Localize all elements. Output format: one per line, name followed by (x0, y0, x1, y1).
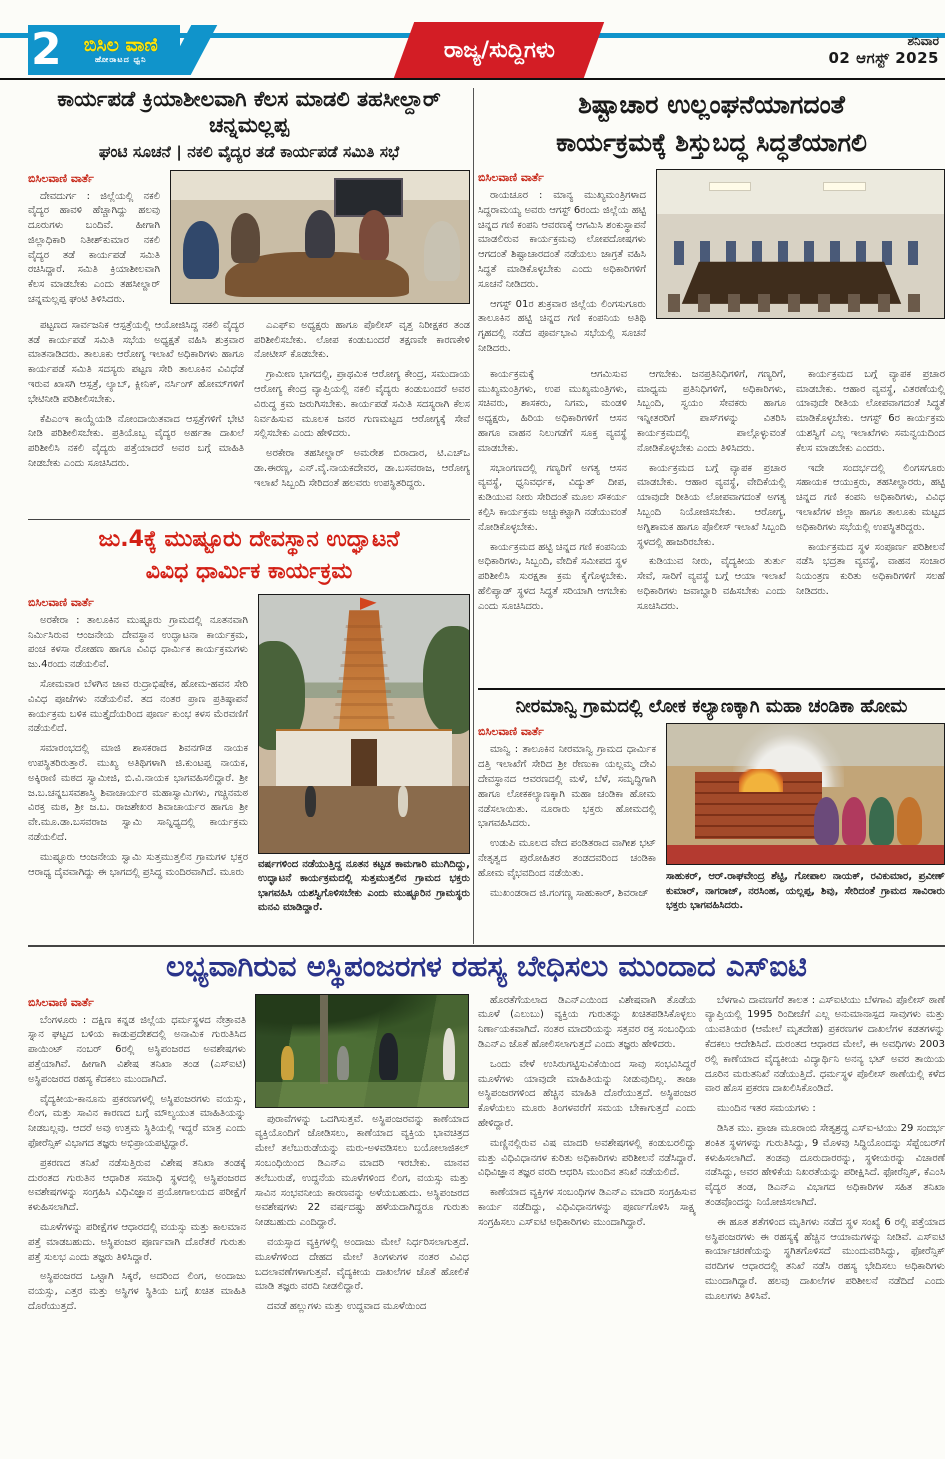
photo-person (842, 797, 867, 845)
bottom-section-rule (28, 945, 945, 947)
byline: ಬಿಸಿಲವಾಣಿ ವಾರ್ತೆ (28, 595, 94, 609)
protocol-meeting-photo (656, 169, 945, 319)
left-section-rule (28, 519, 470, 520)
photo-person (869, 797, 894, 845)
body-paragraph: ಡಿಸಿತ ಮು. ಪ್ರಾಜಾ ಮೂರಾಂಬಿ ಸೇತೃಶ್ರದ್ಧ ಎಸ್‌ಐ-ಟಿಯು 29 ಸಂದರ್ಭ ಶಂಕಿತ ಸ್ಥಳಗಳನ್ನು ಗುರುತಿಸಿದ್ದು, 9 ಮೊಳವು ಸಿದ್ಧಿಯೊಂದನ್ನು ಸೆಪ್ಟೆಂಬರ್‌ಗೆ ಕಳುಹಿಸಲಾಗಿದೆ. ತಂಡವು ದೂರುದಾರರನ್ನು, ಸ್ಥಳೀಯರನ್ನು ವಿಚಾರಣೆ ನಡೆಸಿದ್ದು, ಅವರ ಹೇಳಿಕೆಯ ನಿಖರತೆಯನ್ನು ಪರೀಕ್ಷಿಸಿದೆ. ಫೋರೆನ್ಸಿಕ್, ಕೆಎಂಸಿ ವೈದ್ಯರ ತಂಡ, ಡಿಎನ್‌ಎ ವಿಭಾಗದ ಅಧಿಕಾರಿಗಳ ಸಹಿತ ತನಿಖಾ ತಂಡವೊಂದನ್ನು ನಿಯೋಜಿಸಲಾಗಿದೆ. (705, 1123, 945, 1209)
byline: ಬಿಸಿಲವಾಣಿ ವಾರ್ತೆ (28, 995, 94, 1009)
photo-person (231, 213, 261, 263)
photo-tree (423, 626, 470, 734)
body-paragraph: ಅಸ್ಥಿಪಂಜರದ ಒಟ್ಟಾಗಿ ಸಿಕ್ಕರೆ, ಅದರಿಂದ ಲಿಂಗ, ಅಂದಾಜು ವಯಸ್ಸು, ಎತ್ತರ ಮತ್ತು ಅಸ್ಥಿಗಳ ಸ್ಥಿತಿಯ ಬಗ್ಗೆ ಖಚಿತ ಮಾಹಿತಿ ದೊರೆಯುತ್ತದೆ. (28, 1271, 246, 1313)
body-paragraph: ಕಾರ್ಯಕ್ರಮಕ್ಕೆ ಆಗಮಿಸುವ ಮುಖ್ಯಮಂತ್ರಿಗಳು, ಉಪ ಮುಖ್ಯಮಂತ್ರಿಗಳು, ಸಚಿವರು, ಶಾಸಕರು, ನಿಗಮ, ಮಂಡಳಿ ಅಧ್ಯಕ್ಷರು, ಹಿರಿಯ ಅಧಿಕಾರಿಗಳಿಗೆ ಆಸನ ಹಾಗೂ ವಾಹನ ನಿಲುಗಡೆಗೆ ಸೂಕ್ತ ವ್ಯವಸ್ಥೆ ಮಾಡಬೇಕು. (478, 368, 627, 454)
article-taskforce-intro (28, 190, 160, 308)
body-paragraph: ಮುಖಂಡರಾದ ಜಿ.ಗಂಗಣ್ಣ ಸಾಹುಕಾರ್, ಶಿವರಾಜ್ (490, 887, 649, 899)
photo-grass (256, 1082, 468, 1107)
article-sit-col3 (478, 994, 696, 1320)
body-paragraph: ರಾಯಚೂರ : ಮಾನ್ಯ ಮುಖ್ಯಮಂತ್ರಿಗಳಾದ ಸಿದ್ದರಾಮಯ್ಯ ಅವರು ಆಗಸ್ಟ್ 6ರಂದು ಜಿಲ್ಲೆಯ ಹಟ್ಟಿ ಚಿನ್ನದ ಗಣಿ ಕಂಪನಿ ಆವರಣಕ್ಕೆ ಆಗಮಿಸಿ ಶಂಕುಸ್ಥಾಪನೆ ಮಾಡಲಿರುವ ಕಾರ್ಯಕ್ರಮವು ಲೋಪದೋಷಗಳು ಆಗದಂತೆ ಶಿಷ್ಟಾಚಾರದಂತೆ ನಡೆಯಲು ಜಾಗ್ರತೆ ವಹಿಸಿ ಸಿದ್ಧತೆ ಮಾಡಿಕೊಳ್ಳಬೇಕು ಎಂದು ಅಧಿಕಾರಿಗಳಿಗೆ ಸೂಚನೆ ನೀಡಿದರು. (478, 190, 646, 290)
photo-person (337, 1046, 350, 1080)
photo-carpet (667, 845, 944, 865)
body-paragraph: ಪುರಾವೆಗಳನ್ನು ಒದಗಿಸುತ್ತವೆ. ಅಸ್ಥಿಪಂಜರವನ್ನು ಕಾಣೆಯಾದ ವ್ಯಕ್ತಿಯೊಂದಿಗೆ ಜೋಡಿಸಲು, ಕಾಣೆಯಾದ ವ್ಯಕ್ತಿಯ ಭಾವಚಿತ್ರದ ಮೇಲೆ ತಲೆಬುರುಡೆಯನ್ನು ಮರು-ಅಳವಡಿಸಲು ಬಯೋಲಾಜಿಕಲ್ ಸಂಬಂಧಿಯಿಂದ ಡಿಎನ್‌ಎ ಮಾದರಿ ಇರಬೇಕು. ಮಾನವ ತಲೆಬುರುಡೆ, ಉದ್ದನೆಯ ಮೂಳೆಗಳಿಂದ ಲಿಂಗ, ವಯಸ್ಸು ಮತ್ತು ಸಾವಿನ ಸಂಭವನೀಯ ಕಾರಣವನ್ನು ಅಳೆಯಬಹುದು. ಅಸ್ಥಿಪಂಜರದ ಅವಶೇಷಗಳು 22 ವರ್ಷದಷ್ಟು ಹಳೆಯದಾಗಿದ್ದರೂ ಗುರುತು ನೀಡಬಹುದು ಎಂದಿದ್ದಾರೆ. (255, 1113, 469, 1229)
photo-people-row (668, 294, 932, 312)
temple-photo-caption: ವರ್ಷಗಳಿಂದ ನಡೆಯುತ್ತಿದ್ದ ನೂತನ ಕಟ್ಟಡ ಕಾಮಗಾರಿ ಮುಗಿದಿದ್ದು, ಉದ್ಘಾಟನೆ ಕಾರ್ಯಕ್ರಮದಲ್ಲಿ ಸುತ್ತಮುತ್ತಲಿನ ಗ್ರಾಮದ ಭಕ್ತರು ಭಾಗವಹಿಸಿ ಯಶಸ್ವಿಗೊಳಿಸಬೇಕು ಎಂದು ಮುಷ್ಟೂರಿನ ಗ್ರಾಮಸ್ಥರು ಮನವಿ ಮಾಡಿದ್ದಾರೆ. (258, 858, 470, 914)
body-paragraph: ಮೂಳೆಗಳನ್ನು ಪರೀಕ್ಷೆಗಳ ಆಧಾರದಲ್ಲಿ ವಯಸ್ಸು ಮತ್ತು ಕಾಲಮಾನ ಪತ್ತೆ ಮಾಡಬಹುದು. ಅಸ್ಥಿಪಂಜರ ಪೂರ್ಣವಾಗಿ ದೊರೆತರೆ ಗುರುತು ಪತ್ತೆ ಸುಲಭ ಎಂದು ತಜ್ಞರು ತಿಳಿಸಿದ್ದಾರೆ. (28, 1222, 246, 1263)
weekday-label: ಶನಿವಾರ (907, 34, 939, 48)
photo-tree-trunk (320, 995, 328, 1085)
photo-person (814, 797, 839, 845)
byline: ಬಿಸಿಲವಾಣಿ ವಾರ್ತೆ (28, 171, 94, 185)
masthead-title: ಬಿಸಿಲ ವಾಣಿ (83, 33, 158, 56)
body-paragraph: ಹೊರತೆಗೆಯಲಾದ ಡಿಎನ್‌ಎಯಿಂದ ವಿಶೇಷವಾಗಿ ತೊಡೆಯ ಮೂಳೆ (ಎಲುಬು) ವ್ಯಕ್ತಿಯ ಗುರುತನ್ನು ಖಚಿತಪಡಿಸಿಕೊಳ್ಳಲು ನಿರ್ಣಾಯಕವಾಗಿದೆ. ನಂತರ ಮಾದರಿಯನ್ನು ಸತ್ತವರ ರಕ್ತ ಸಂಬಂಧಿಯ ಡಿಎನ್‌ಎ ಜೊತೆ ಹೋಲಿಸಲಾಗುತ್ತದೆ ಎಂದು ತಜ್ಞರು ಹೇಳಿದರು. (478, 994, 696, 1051)
section-tab (394, 22, 604, 78)
body-paragraph: ಉಡುಪಿ ಮೂಲದ ವೇದ ಪಂಡಿತರಾದ ವಾಗೀಶ ಭಟ್ ನೇತೃತ್ವದ ಪುರೋಹಿತರ ತಂಡದವರಿಂದ ಚಂಡಿಕಾ ಹೋಮ ವೈಭವದಿಂದ ನಡೆಯಿತು. (478, 838, 656, 879)
photo-ground (259, 786, 469, 853)
body-paragraph: ಕಾಣೆಯಾದ ವ್ಯಕ್ತಿಗಳ ಸಂಬಂಧಿಗಳ ಡಿಎನ್‌ಎ ಮಾದರಿ ಸಂಗ್ರಹಿಸುವ ಕಾರ್ಯ ನಡೆದಿದ್ದು, ವಿಧಿವಿಧಾನಗಳನ್ನು ಪೂರ್ಣಗೊಳಿಸಿ ಸಾಕ್ಷ್ಯ ಸಂಗ್ರಹಿಸಲು ಎಸ್‌ಐಟಿ ಅಧಿಕಾರಿಗಳು ಮುಂದಾಗಿದ್ದಾರೆ. (478, 1187, 696, 1228)
body-paragraph: ಸೋಮವಾರ ಬೆಳಗಿನ ಜಾವ ರುದ್ರಾಭಿಷೇಕ, ಹೋಮ-ಹವನ ಸೇರಿ ವಿವಿಧ ಪೂಜೆಗಳು ನಡೆಯಲಿವೆ. ತದ ನಂತರ ಪ್ರಾಣ ಪ್ರತಿಷ್ಠಾಪನೆ ಕಾರ್ಯಕ್ರಮ ಬಳಿಕ ಮುತ್ತೈದೆಯರಿಂದ ಪೂರ್ಣ ಕುಂಭ ಕಳಸ ಮೆರವಣಿಗೆ ನಡೆಯಲಿದೆ. (28, 678, 248, 735)
body-paragraph: ಮಣ್ಣಿನಲ್ಲಿರುವ ವಿಷ ಮಾದರಿ ಅವಶೇಷಗಳಲ್ಲಿ ಕಂಡುಬರಲಿದ್ದು ಮತ್ತು ವಿಧಿವಿಧಾನಗಳ ಕುರಿತು ಅಧಿಕಾರಿಗಳು ಪರಿಶೀಲನೆ ನಡೆಸಿದ್ದಾರೆ. ವಿಧಿವಿಜ್ಞಾನ ತಜ್ಞರ ವರದಿ ಆಧರಿಸಿ ಮುಂದಿನ ತನಿಖೆ ನಡೆಯಲಿದೆ. (478, 1137, 696, 1179)
article-temple (28, 524, 470, 944)
section-title: ರಾಜ್ಯ/ಸುದ್ದಿಗಳು (443, 37, 555, 63)
body-paragraph: ಕುಡಿಯುವ ನೀರು, ವೈದ್ಯಕೀಯ ತುರ್ತು ಸೇವೆ, ಸಾರಿಗೆ ವ್ಯವಸ್ಥೆ ಬಗ್ಗೆ ಆಯಾ ಇಲಾಖೆ ಅಧಿಕಾರಿಗಳು ಜವಾಬ್ದಾರಿ ವಹಿಸಬೇಕು ಎಂದು ಸೂಚಿಸಿದರು. (637, 556, 786, 612)
article-homa-col (478, 743, 656, 901)
body-paragraph: ದವಡೆ ಹಲ್ಲುಗಳು ಮತ್ತು ಉದ್ದವಾದ ಮೂಳೆಯಿಂದ (267, 1301, 427, 1313)
body-paragraph: ಪ್ರಕರಣದ ತನಿಖೆ ನಡೆಸುತ್ತಿರುವ ವಿಶೇಷ ತನಿಖಾ ತಂಡಕ್ಕೆ ದುರಂತದ ಗುರುತಿನ ಆಧಾರಿತ ಸಮಾಧಿ ಸ್ಥಳದಲ್ಲಿ ಅಸ್ಥಿಪಂಜರದ ಅವಶೇಷಗಳನ್ನು ಸಂಗ್ರಹಿಸಿ ವಿಧಿವಿಜ್ಞಾನ ಪ್ರಯೋಗಾಲಯದ ಪರೀಕ್ಷೆಗೆ ಕಳುಹಿಸಲಾಗಿದೆ. (28, 1157, 246, 1214)
body-paragraph: ಇದೇ ಸಂದರ್ಭದಲ್ಲಿ ಲಿಂಗಸಗೂರು ಸಹಾಯಕ ಆಯುಕ್ತರು, ತಹಸೀಲ್ದಾರರು, ಹಟ್ಟಿ ಚಿನ್ನದ ಗಣಿ ಕಂಪನಿ ಅಧಿಕಾರಿಗಳು, ವಿವಿಧ ಇಲಾಖೆಗಳ ಜಿಲ್ಲಾ ಹಾಗೂ ತಾಲೂಕು ಮಟ್ಟದ ಅಧಿಕಾರಿಗಳು ಸಭೆಯಲ್ಲಿ ಉಪಸ್ಥಿತರಿದ್ದರು. (796, 462, 945, 533)
body-paragraph: ಪಟ್ಟಣದ ಸಾರ್ವಜನಿಕ ಆಸ್ಪತ್ರೆಯಲ್ಲಿ ಆಯೋಜಿಸಿದ್ದ ನಕಲಿ ವೈದ್ಯರ ತಡೆ ಕಾರ್ಯಪಡೆ ಸಮಿತಿ ಸಭೆಯ ಅಧ್ಯಕ್ಷತೆ ವಹಿಸಿ ಶುಕ್ರವಾರ ಮಾತನಾಡಿದರು. ತಾಲೂಕು ಆರೋಗ್ಯ ಇಲಾಖೆ ಅಧಿಕಾರಿಗಳು ಹಾಗೂ ಕಾರ್ಯಪಡೆ ಸಮಿತಿ ಸದಸ್ಯರು ಪಟ್ಟಣ ಸೇರಿ ತಾಲೂಕಿನ ವಿವಿಧೆಡೆ ಇರುವ ಖಾಸಗಿ ಆಸ್ಪತ್ರೆ, ಲ್ಯಾಬ್, ಕ್ಲೀನಿಕ್, ನರ್ಸಿಂಗ್ ಹೋಮ್‌ಗಳಿಗೆ ಭೇಟಿನೀಡಿ ಪರಿಶೀಲಿಸಬೇಕು. (28, 319, 244, 405)
photo-person (305, 786, 316, 817)
photo-temple-door (351, 739, 376, 785)
body-paragraph: ಎಎಫ್‌ಐ ಅಧ್ಯಕ್ಷರು ಹಾಗೂ ಪೊಲೀಸ್ ವೃತ್ತ ನಿರೀಕ್ಷಕರ ತಂಡ ಪರಿಶೀಲಿಸಬೇಕು. ಲೋಪ ಕಂಡುಬಂದರೆ ತಕ್ಷಣವೇ ಕಾರಣಕೇಳಿ ನೋಟೀಸ್ ಕೊಡಬೇಕು. (254, 319, 470, 361)
header-rule (0, 78, 945, 80)
article-homa-headline: ನೀರಮಾನ್ವಿ ಗ್ರಾಮದಲ್ಲಿ ಲೋಕ ಕಲ್ಯಾಣಕ್ಕಾಗಿ ಮಹಾ ಚಂಡಿಕಾ ಹೋಮ (478, 688, 945, 718)
taskforce-meeting-photo (170, 170, 470, 304)
date-label: 02 ಆಗಸ್ಟ್ 2025 (828, 49, 939, 67)
article-protocol-headline: ಶಿಷ್ಟಾಚಾರ ಉಲ್ಲಂಘನೆಯಾಗದಂತೆ ಕಾರ್ಯಕ್ರಮಕ್ಕೆ ಶಿಸ್ತುಬದ್ಧ ಸಿದ್ಧತೆಯಾಗಲಿ (556, 90, 867, 157)
article-taskforce-col-b (254, 319, 470, 497)
temple-photo (258, 594, 470, 854)
photo-tower-detail (322, 615, 406, 729)
page-number: 2 (31, 24, 62, 75)
photo-person (183, 221, 219, 279)
photo-person (379, 1033, 398, 1080)
body-paragraph: ಸಮಾರಂಭದಲ್ಲಿ ಮಾಜಿ ಶಾಸಕರಾದ ಶಿವನಗೌಡ ನಾಯಕ ಉಪಸ್ಥಿತರಿರುತ್ತಾರೆ. ಮುಖ್ಯ ಅತಿಥಿಗಳಾಗಿ ಜಿ.ಕುಂಟಪ್ಪ ನಾಯಕ, ಅಕ್ಕಿರಾಣಿ ಮಠದ ಸ್ವಾಮೀಜಿ, ಬಿ.ವಿ.ನಾಯಕ ಭಾಗವಹಿಸಲಿದ್ದಾರೆ. ಶ್ರೀ ಜ.ಬ.ಚನ್ನಬಸವಶಾಸ್ತ್ರಿ ಶಿವಾಚಾರ್ಯರ ಮಹಾಸ್ವಾಮಿಗಳು, ಗಚ್ಚಿನಮಠ ವಿರಕ್ತ ಮಠ, ಶ್ರೀ ಜ.ಬ. ರಾಜಶೇಖರ ಶಿವಾಚಾರ್ಯರ ಹಾಗೂ ಶ್ರೀ ವೇ.ಮೂ.ಡಾ.ಬಸವರಾಜ ಸ್ವಾಮಿ ಸಾನ್ನಿಧ್ಯದಲ್ಲಿ ಕಾರ್ಯಕ್ರಮ ನಡೆಯಲಿದೆ. (28, 743, 248, 843)
body-paragraph: ಕಾರ್ಯಕ್ರಮದ ಬಗ್ಗೆ ವ್ಯಾಪಕ ಪ್ರಚಾರ ಮಾಡಬೇಕು. ಆಹಾರ ವ್ಯವಸ್ಥೆ, ವಿತರಣೆಯಲ್ಲಿ ಯಾವುದೇ ರೀತಿಯ ಲೋಪವಾಗದಂತೆ ಸಿದ್ಧತೆ ಮಾಡಿಕೊಳ್ಳಬೇಕು. ಆಗಸ್ಟ್ 6ರ ಕಾರ್ಯಕ್ರಮ ಯಶಸ್ವಿಗೆ ಎಲ್ಲ ಇಲಾಖೆಗಳು ಸಮನ್ವಯದಿಂದ ಕೆಲಸ ಮಾಡಬೇಕು ಎಂದರು. (796, 368, 945, 454)
body-paragraph: ಗ್ರಾಮೀಣ ಭಾಗದಲ್ಲಿ, ಪ್ರಾಥಮಿಕ ಆರೋಗ್ಯ ಕೇಂದ್ರ, ಸಮುದಾಯ ಆರೋಗ್ಯ ಕೇಂದ್ರ ವ್ಯಾಪ್ತಿಯಲ್ಲಿ ನಕಲಿ ವೈದ್ಯರು ಕಂಡುಬಂದರೆ ಅವರ ವಿರುದ್ಧ ಕ್ರಮ ಜರುಗಿಸಬೇಕು. ಕಾರ್ಯಪಡೆ ಸಮಿತಿ ಸದಸ್ಯರಾಗಿ ಕೆಲಸ ನಿರ್ವಹಿಸುವ ಮೂಲಕ ಜನರ ಗುಣಮಟ್ಟದ ಆರೋಗ್ಯಕ್ಕೆ ಸೇವೆ ಸಲ್ಲಿಸಬೇಕು ಎಂದು ಹೇಳಿದರು. (254, 369, 470, 440)
photo-canopy (256, 995, 468, 1045)
article-protocol (478, 86, 945, 684)
forest-search-photo (255, 994, 469, 1108)
article-protocol-intro (478, 189, 646, 357)
body-paragraph: ಮಾನ್ವಿ : ತಾಲೂಕಿನ ನೀರಮಾನ್ವಿ ಗ್ರಾಮದ ಧಾರ್ಮಿಕ ದತ್ತಿ ಇಲಾಖೆಗೆ ಸೇರಿದ ಶ್ರೀ ರೇಣುಕಾ ಯಲ್ಲಮ್ಮ ದೇವಿ ದೇವಸ್ಥಾನದ ಆವರಣದಲ್ಲಿ ಮಳೆ, ಬೆಳೆ, ಸಮೃದ್ಧಿಗಾಗಿ ಹಾಗೂ ಲೋಕಕಲ್ಯಾಣಕ್ಕಾಗಿ ಮಹಾ ಚಂಡಿಕಾ ಹೋಮ ನಡೆಸಲಾಯಿತು. ನೂರಾರು ಭಕ್ತರು ಹೋಮದಲ್ಲಿ ಭಾಗವಹಿಸಿದರು. (478, 744, 656, 830)
article-taskforce-subhead: ಘಂಟಿ ಸೂಚನೆ | ನಕಲಿ ವೈದ್ಯರ ತಡೆ ಕಾರ್ಯಪಡೆ ಸಮಿತಿ ಸಭೆ (98, 142, 400, 161)
article-taskforce-col-a (28, 319, 244, 497)
body-paragraph: ಸಭಾಂಗಣದಲ್ಲಿ ಗಣ್ಯರಿಗೆ ಅಗತ್ಯ ಆಸನ ವ್ಯವಸ್ಥೆ, ಧ್ವನಿವರ್ಧಕ, ವಿದ್ಯುತ್ ದೀಪ, ಕುಡಿಯುವ ನೀರು ಸೇರಿದಂತೆ ಮೂಲ ಸೌಕರ್ಯ ಕಲ್ಪಿಸಿ ಕಾರ್ಯಕ್ರಮ ಅಚ್ಚುಕಟ್ಟಾಗಿ ನಡೆಯುವಂತೆ ನೋಡಿಕೊಳ್ಳಬೇಕು. (478, 462, 627, 533)
photo-light (823, 182, 865, 191)
article-homa (478, 688, 945, 944)
masthead-tagline: ಹೋರಾಟದ ಧ್ವನಿ (95, 55, 147, 65)
article-sit-headline: ಲಭ್ಯವಾಗಿರುವ ಅಸ್ಥಿಪಂಜರಗಳ ರಹಸ್ಯ ಬೇಧಿಸಲು ಮುಂದಾದ ಎಸ್‌ಐಟಿ (166, 949, 807, 983)
photo-person (424, 221, 460, 282)
byline: ಬಿಸಿಲವಾಣಿ ವಾರ್ತೆ (478, 171, 544, 184)
body-paragraph: ಕಾರ್ಯಕ್ರಮದ ಹಟ್ಟಿ ಚಿನ್ನದ ಗಣಿ ಕಂಪನಿಯ ಅಧಿಕಾರಿಗಳು, ಸಿಬ್ಬಂದಿ, ವೇದಿಕೆ ಸಮೀಪದ ಸ್ಥಳ ಪರಿಶೀಲಿಸಿ ಸುರಕ್ಷತಾ ಕ್ರಮ ಕೈಗೊಳ್ಳಬೇಕು. ಹೆಲಿಪ್ಯಾಡ್ ಸ್ಥಳದ ಸಿದ್ಧತೆ ಸರಿಯಾಗಿ ಆಗಬೇಕು ಎಂದು ಸೂಚಿಸಿದರು. (478, 541, 627, 612)
article-taskforce-headline: ಕಾರ್ಯಪಡೆ ಕ್ರಿಯಾಶೀಲವಾಗಿ ಕೆಲಸ ಮಾಡಲಿ ತಹಸೀಲ್ದಾರ್ ಚನ್ನಮಲ್ಲಪ್ಪ (57, 87, 441, 138)
body-paragraph: ಕೆಪಿಎಂಇ ಕಾಯ್ದೆಯಡಿ ನೋಂದಾಯಿತವಾದ ಆಸ್ಪತ್ರೆಗಳಿಗೆ ಭೇಟಿ ನೀಡಿ ಪರಿಶೀಲಿಸಬೇಕು. ಪ್ರತಿಯೊಬ್ಬ ವೈದ್ಯರ ಅರ್ಹತಾ ದಾಖಲೆ ಪರಿಶೀಲಿಸಿ ನಕಲಿ ವೈದ್ಯರು ಪತ್ತೆಯಾದರೆ ಅವರ ಬಗ್ಗೆ ಮಾಹಿತಿ ನೀಡಬೇಕು ಎಂದು ಸೂಚಿಸಿದರು. (28, 413, 244, 470)
article-protocol-col-a (478, 368, 627, 620)
photo-light (709, 182, 751, 191)
article-sit-col2 (255, 1113, 469, 1315)
article-sit-col4 (705, 994, 945, 1320)
body-paragraph: ಅರಕೇರಾ : ತಾಲೂಕಿನ ಮುಷ್ಟೂರು ಗ್ರಾಮದಲ್ಲಿ ನೂತನವಾಗಿ ನಿರ್ಮಿಸಿರುವ ಆಂಜನೇಯ ದೇವಸ್ಥಾನ ಉದ್ಘಾಟನಾ ಕಾರ್ಯಕ್ರಮ, ಪಂಚ ಕಳಸಾ ರೋಹಣ ಹಾಗೂ ವಿವಿಧ ಧಾರ್ಮಿಕ ಕಾರ್ಯಕ್ರಮಗಳು ಜು.4ರಂದು ನಡೆಯಲಿವೆ. (28, 614, 248, 671)
photo-person (897, 797, 922, 845)
body-paragraph: ವೈದ್ಯಕೀಯ-ಕಾನೂನು ಪ್ರಕರಣಗಳಲ್ಲಿ ಅಸ್ಥಿಪಂಜರಗಳು ವಯಸ್ಸು, ಲಿಂಗ, ಮತ್ತು ಸಾವಿನ ಕಾರಣದ ಬಗ್ಗೆ ಮೌಲ್ಯಯುತ ಮಾಹಿತಿಯನ್ನು ನೀಡಬಲ್ಲವು. ಆದರೆ ಅವು ಉತ್ತಮ ಸ್ಥಿತಿಯಲ್ಲಿ ಇದ್ದರೆ ಮಾತ್ರ ಎಂದು ಫೋರೆನ್ಸಿಕ್ ವಿಭಾಗದ ತಜ್ಞರು ಅಭಿಪ್ರಾಯಪಟ್ಟಿದ್ದಾರೆ. (28, 1093, 246, 1150)
body-paragraph: ಕಾರ್ಯಕ್ರಮದ ಬಗ್ಗೆ ವ್ಯಾಪಕ ಪ್ರಚಾರ ಮಾಡಬೇಕು. ಆಹಾರ ವ್ಯವಸ್ಥೆ, ವೇದಿಕೆಯಲ್ಲಿ ಯಾವುದೇ ರೀತಿಯ ಲೋಪವಾಗದಂತೆ ಅಗತ್ಯ ಸಿಬ್ಬಂದಿ ನಿಯೋಜಿಸಬೇಕು. ಆರೋಗ್ಯ, ಅಗ್ನಿಶಾಮಕ ಹಾಗೂ ಪೊಲೀಸ್ ಇಲಾಖೆ ಸಿಬ್ಬಂದಿ ಸ್ಥಳದಲ್ಲಿ ಹಾಜರಿರಬೇಕು. (637, 462, 786, 548)
body-paragraph: ಕಾರ್ಯಕ್ರಮದ ಸ್ಥಳ ಸಂಪೂರ್ಣ ಪರಿಶೀಲನೆ ನಡೆಸಿ ಭದ್ರತಾ ವ್ಯವಸ್ಥೆ, ವಾಹನ ಸಂಚಾರ ನಿಯಂತ್ರಣ ಕುರಿತು ಅಧಿಕಾರಿಗಳಿಗೆ ಸಲಹೆ ನೀಡಿದರು. (796, 541, 945, 597)
photo-person (359, 210, 389, 260)
photo-fire (739, 769, 783, 791)
article-temple-col (28, 614, 248, 881)
photo-person (305, 210, 335, 258)
body-paragraph: ವಯಸ್ಸಾದ ವ್ಯಕ್ತಿಗಳಲ್ಲಿ ಅಂದಾಜು ಮೇಲೆ ನಿರ್ಧರಿಸಲಾಗುತ್ತದೆ. ಮೂಳೆಗಳಿಂದ ದೇಹದ ಮೇಲೆ ತಿಂಗಳುಗಳ ನಂತರ ವಿವಿಧ ಬದಲಾವಣೆಗಳಾಗುತ್ತವೆ. ವೈದ್ಯಕೀಯ ದಾಖಲೆಗಳ ಜೊತೆ ಹೋಲಿಕೆ ಮಾಡಿ ತಜ್ಞರು ವರದಿ ನೀಡಲಿದ್ದಾರೆ. (255, 1237, 469, 1293)
photo-person (398, 786, 409, 817)
byline: ಬಿಸಿಲವಾಣಿ ವಾರ್ತೆ (478, 725, 544, 739)
body-paragraph: ಒಂದು ವೇಳೆ ಉಸಿರುಗಟ್ಟಿಸುವಿಕೆಯಿಂದ ಸಾವು ಸಂಭವಿಸಿದ್ದರೆ ಮೂಳೆಗಳು ಯಾವುದೇ ಮಾಹಿತಿಯನ್ನು ನೀಡುವುದಿಲ್ಲ. ತಾಜಾ ಅಸ್ಥಿಪಂಜರಗಳಿಂದ ಹೆಚ್ಚಿನ ಮಾಹಿತಿ ದೊರೆಯುತ್ತದೆ. ಅಸ್ಥಿಪಂಜರ ಕೊಳೆಯಲು ಮೂರು ತಿಂಗಳವರೆಗೆ ಸಮಯ ಬೇಕಾಗುತ್ತದೆ ಎಂದು ಹೇಳಿದ್ದಾರೆ. (478, 1058, 696, 1130)
article-sit-col1 (28, 1014, 246, 1315)
page-header (0, 20, 945, 80)
date-box (829, 34, 940, 68)
body-paragraph: ಬೆಂಗಳೂರು : ದಕ್ಷಿಣ ಕನ್ನಡ ಜಿಲ್ಲೆಯ ಧರ್ಮಸ್ಥಳದ ನೇತ್ರಾವತಿ ಸ್ನಾನ ಘಟ್ಟದ ಬಳಿಯ ಕಾಡುಪ್ರದೇಶದಲ್ಲಿ ಅನಾಮಿಕ ಗುರುತಿಸಿದ ಪಾಯಿಂಟ್ ನಂಬರ್ 6ರಲ್ಲಿ ಅಸ್ಥಿಪಂಜರದ ಅವಶೇಷಗಳು ಪತ್ತೆಯಾಗಿವೆ. ಹೀಗಾಗಿ ವಿಶೇಷ ತನಿಖಾ ತಂಡ (ಎಸ್‌ಐಟಿ) ಅಸ್ಥಿಪಂಜರದ ರಹಸ್ಯ ಕೆದಕಲು ಮುಂದಾಗಿದೆ. (28, 1014, 246, 1085)
article-protocol-col-b (637, 368, 786, 620)
homa-photo-caption: ಸಾಹುಕರ್, ಆರ್.ರಾಘವೇಂದ್ರ ಶೆಟ್ಟಿ, ಗೋಪಾಲ ನಾಯಕ್, ರವಿಕುಮಾರ, ಪ್ರವೀಣ್ ಕುಮಾರ್, ನಾಗರಾಜ್, ನರಸಿಂಹ, ಯಲ್ಲಪ್ಪ, ಶಿವು, ಸೇರಿದಂತೆ ಗ್ರಾಮದ ಸಾವಿರಾರು ಭಕ್ತರು ಭಾಗವಹಿಸಿದರು. (666, 871, 945, 912)
body-paragraph: ಆಗಸ್ಟ್ 01ರ ಶುಕ್ರವಾರ ಜಿಲ್ಲೆಯ ಲಿಂಗಸುಗೂರು ತಾಲೂಕಿನ ಹಟ್ಟಿ ಚಿನ್ನದ ಗಣಿ ಕಂಪನಿಯ ಅತಿಥಿ ಗೃಹದಲ್ಲಿ ನಡೆದ ಪೂರ್ವಭಾವಿ ಸಭೆಯಲ್ಲಿ ಸೂಚನೆ ನೀಡಿದರು. (478, 298, 646, 354)
photo-person (443, 1028, 456, 1080)
body-paragraph: ದೇವದುರ್ಗ : ಜಿಲ್ಲೆಯಲ್ಲಿ ನಕಲಿ ವೈದ್ಯರ ಹಾವಳಿ ಹೆಚ್ಚಾಗಿದ್ದು ಹಲವು ದೂರುಗಳು ಬಂದಿವೆ. ಹೀಗಾಗಿ ಜಿಲ್ಲಾಧಿಕಾರಿ ನಿತೀಶ್‌ಕುಮಾರ ನಕಲಿ ವೈದ್ಯರ ತಡೆ ಕಾರ್ಯಪಡೆ ಸಮಿತಿ ರಚಿಸಿದ್ದಾರೆ. ಸಮಿತಿ ಕ್ರಿಯಾಶೀಲವಾಗಿ ಕೆಲಸ ಮಾಡಬೇಕು ಎಂದು ತಹಸೀಲ್ದಾರ್ ಚನ್ನಮಲ್ಲಪ್ಪ ಘಂಟಿ ತಿಳಿಸಿದರು. (28, 190, 160, 306)
body-paragraph: ಆಗಬೇಕು. ಜನಪ್ರತಿನಿಧಿಗಳಿಗೆ, ಗಣ್ಯರಿಗೆ, ಮಾಧ್ಯಮ ಪ್ರತಿನಿಧಿಗಳಿಗೆ, ಅಧಿಕಾರಿಗಳು, ಸಿಬ್ಬಂದಿ, ಸ್ವಯಂ ಸೇವಕರು ಹಾಗೂ ಇನ್ನೀತರರಿಗೆ ಪಾಸ್‌ಗಳನ್ನು ವಿತರಿಸಿ ಕಾರ್ಯಕ್ರಮದಲ್ಲಿ ಪಾಲ್ಗೊಳ್ಳುವಂತೆ ನೋಡಿಕೊಳ್ಳಬೇಕು ಎಂದು ತಿಳಿಸಿದರು. (637, 368, 786, 454)
photo-ceiling (657, 170, 944, 214)
article-taskforce (28, 86, 470, 518)
body-paragraph: ಬೆಳಗಾವಿ ದಾವಣಗೆರೆ ತಾಲತ : ಎಸ್‌ಐಟಿಯು ಬೆಳಗಾವಿ ಪೊಲೀಸ್ ಠಾಣೆ ವ್ಯಾಪ್ತಿಯಲ್ಲಿ 1995 ರಿಂದೀಚೆಗೆ ಎಲ್ಲ ಅನುಮಾನಾಸ್ಪದ ಸಾವುಗಳು ಮತ್ತು ಯುವತಿಯರ (ಆಮೇಲೆ ಮೃತದೇಹ) ಪ್ರಕರಣಗಳ ದಾಖಲೆಗಳ ಕಡತಗಳನ್ನು ಕೆದಕಲು ಆದೇಶಿಸಿದೆ. ದುರಂತದ ಆಧಾರದ ಮೇಲೆ, ಈ ಅವಧಿಗಳು 2003 ರಲ್ಲಿ ಕಾಣೆಯಾದ ವೈದ್ಯಕೀಯ ವಿದ್ಯಾರ್ಥಿನಿ ಅನನ್ಯ ಭಟ್ ಅವರ ತಾಯಿಯ ದೂರಿನ ಮರುತನಿಖೆ ನಡೆಯುತ್ತಿದೆ. ಧರ್ಮಸ್ಥಳ ಪೊಲೀಸ್ ಠಾಣೆಯಲ್ಲಿ ಕಳೆದ ವಾರ ಹೊಸ ಪ್ರಕರಣ ದಾಖಲಿಸಿಕೊಂಡಿದೆ. (705, 994, 945, 1095)
article-temple-headline: ಜು.4ಕ್ಕೆ ಮುಷ್ಟೂರು ದೇವಸ್ಥಾನ ಉದ್ಘಾಟನೆ ವಿವಿಧ ಧಾರ್ಮಿಕ ಕಾರ್ಯಕ್ರಮ (98, 527, 400, 584)
photo-ceiling (171, 171, 469, 200)
body-paragraph: ಅರಕೇರಾ ತಹಸೀಲ್ದಾರ್ ಅಮರೇಶ ಬಿರಾದಾರ, ಟಿ.ಎಚ್‌ಒ ಡಾ.ಈರಣ್ಣ, ಎನ್.ವೈ.ನಾಯಕದೇವರ, ಡಾ.ಬಸವರಾಜ, ಆರೋಗ್ಯ ಇಲಾಖೆ ಸಿಬ್ಬಂದಿ ಸೇರಿದಂತೆ ಹಲವರು ಉಪಸ್ಥಿತರಿದ್ದರು. (254, 448, 470, 489)
article-sit (28, 948, 945, 1459)
homa-photo (666, 723, 945, 865)
body-paragraph: ಮುಂದಿನ ಇತರ ಸಮಯಗಳು : (717, 1103, 816, 1115)
article-protocol-col-c (796, 368, 945, 620)
body-paragraph: ಈ ಹೂತ ಶತೆಗಳಿಂದ ಮೃತಿಗಳು ನಡೆದ ಸ್ಥಳ ಸಂಖ್ಯೆ 6 ರಲ್ಲಿ ಪತ್ತೆಯಾದ ಅಸ್ಥಿಪಂಜರಗಳು ಈ ರಹಸ್ಯಕ್ಕೆ ಹೆಚ್ಚಿನ ಆಯಾಮಗಳನ್ನು ನೀಡಿವೆ. ಎಸ್‌ಐಟಿ ಕಾರ್ಯಾಚರಣೆಯನ್ನು ಸ್ಥಗಿತಗೊಳಿಸದೆ ಮುಂದುವರಿಸಿದ್ದು, ಫೋರೆನ್ಸಿಕ್ ವರದಿಗಳ ಆಧಾರದಲ್ಲಿ ತನಿಖೆ ನಡೆಸಿ ರಹಸ್ಯ ಭೇದಿಸಲು ಅಧಿಕಾರಿಗಳು ಮುಂದಾಗಿದ್ದಾರೆ. ಹಲವು ದಾಖಲೆಗಳ ಪರಿಶೀಲನೆ ನಡೆದಿದೆ ಎಂದು ಮೂಲಗಳು ತಿಳಿಸಿವೆ. (705, 1216, 945, 1302)
body-paragraph: ಮುಷ್ಟೂರು ಆಂಜನೇಯ ಸ್ವಾಮಿ ಸುತ್ತಮುತ್ತಲಿನ ಗ್ರಾಮಗಳ ಭಕ್ತರ ಆರಾಧ್ಯ ದೈವವಾಗಿದ್ದು ಈ ಭಾಗದಲ್ಲಿ ಪ್ರಸಿದ್ಧ ಮಂದಿರವಾಗಿದೆ. ಮೂರು (28, 851, 248, 878)
photo-person (281, 1046, 294, 1080)
center-vertical-rule (473, 88, 474, 944)
masthead-logo (28, 25, 180, 75)
